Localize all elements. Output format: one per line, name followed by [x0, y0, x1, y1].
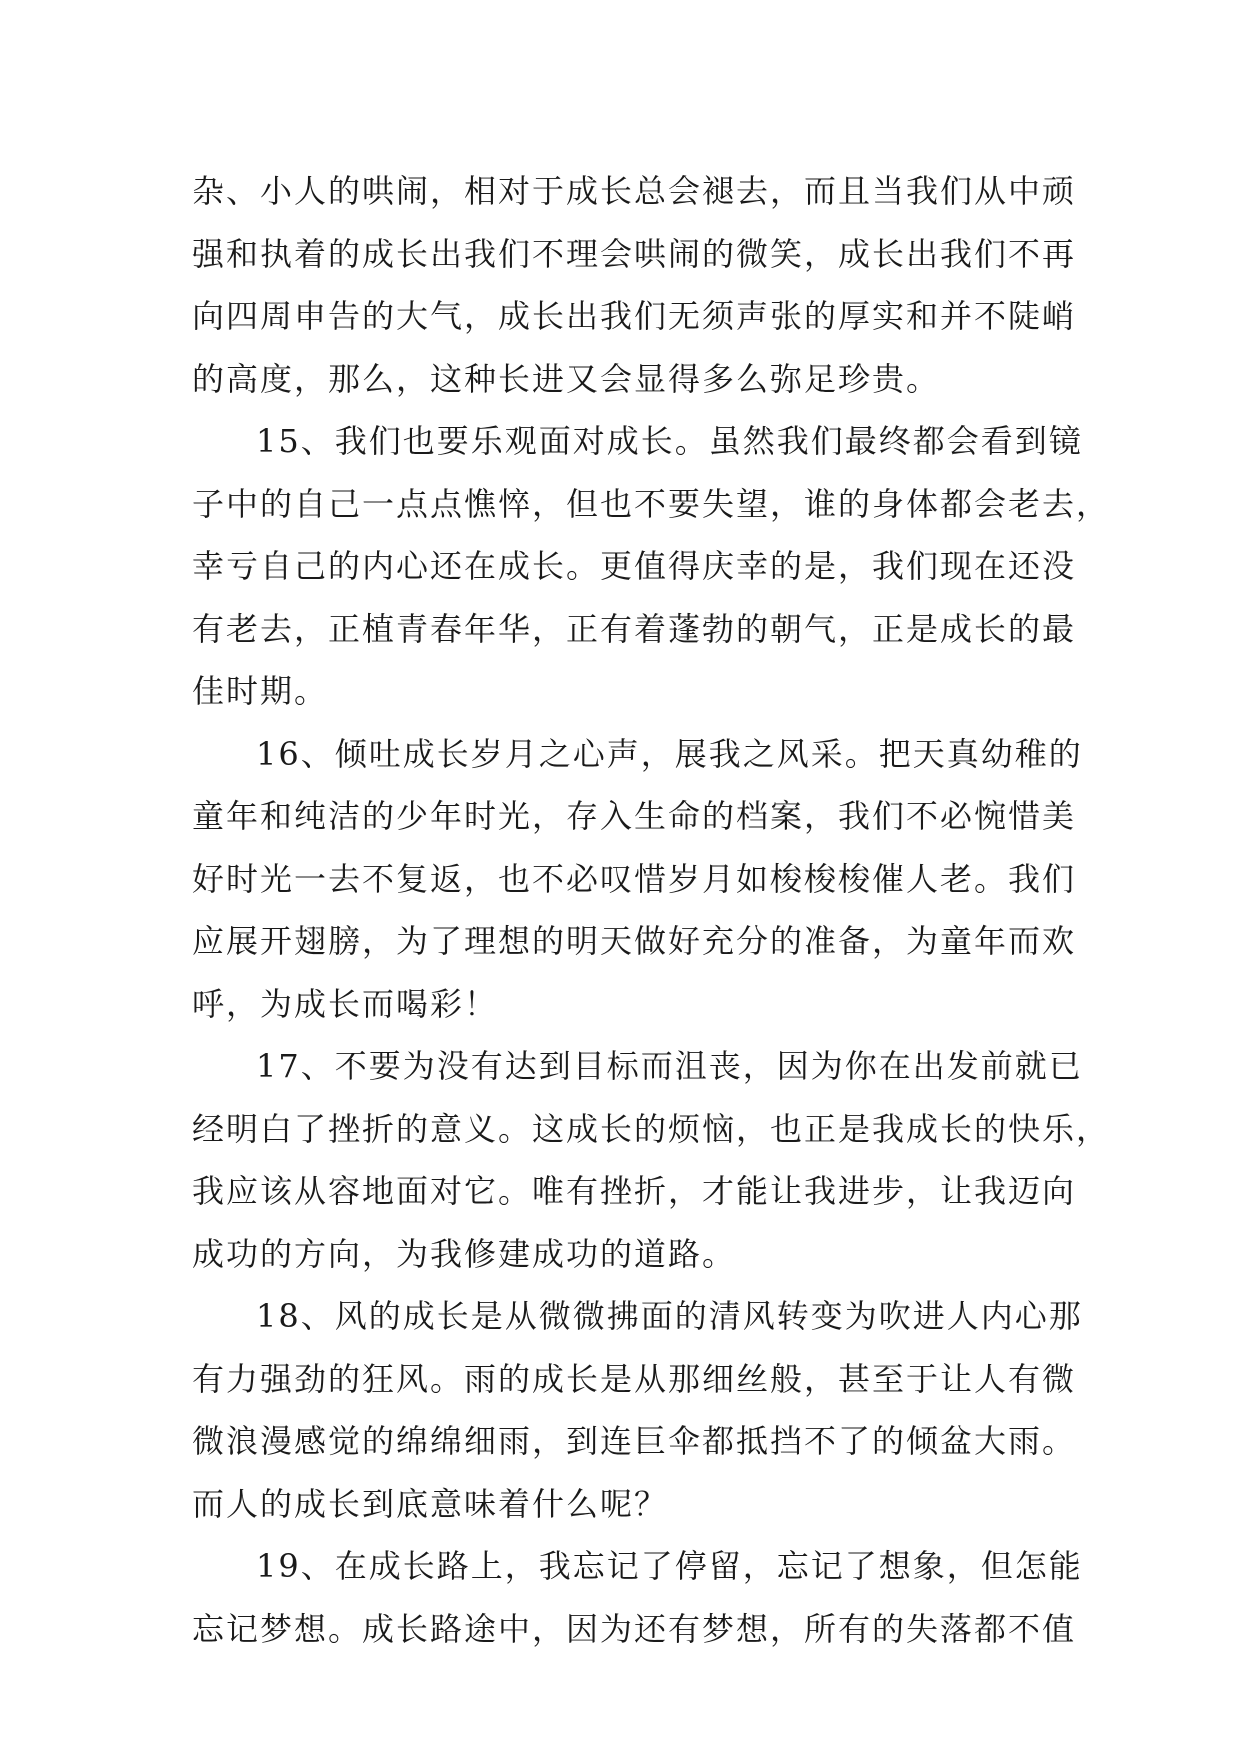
text-line: 忘记梦想。成长路途中，因为还有梦想，所有的失落都不值 — [192, 1609, 1077, 1648]
paragraph-16 — [192, 723, 1083, 1036]
paragraph-17 — [192, 1035, 1111, 1285]
text-line: 19、在成长路上，我忘记了停留，忘记了想象，但怎能 — [256, 1547, 1083, 1585]
text-line: 的高度，那么，这种长进又会显得多么弥足珍贵。 — [192, 359, 941, 398]
text-line: 微浪漫感觉的绵绵细雨，到连巨伞都抵挡不了的倾盆大雨。 — [192, 1422, 1077, 1460]
text-line: 我应该从容地面对它。唯有挫折，才能让我进步，让我迈向 — [192, 1172, 1077, 1210]
text-line: 15、我们也要乐观面对成长。虽然我们最终都会看到镜 — [256, 422, 1083, 460]
document-body — [192, 160, 1111, 1660]
text-line: 幸亏自己的内心还在成长。更值得庆幸的是，我们现在还没 — [192, 547, 1077, 585]
paragraph-18 — [192, 1285, 1083, 1535]
text-line: 子中的自己一点点憔悴，但也不要失望，谁的身体都会老去， — [192, 484, 1111, 523]
paragraph-19 — [192, 1535, 1083, 1660]
text-line: 向四周申告的大气，成长出我们无须声张的厚实和并不陡峭 — [192, 297, 1077, 335]
text-line: 有力强劲的狂风。雨的成长是从那细丝般，甚至于让人有微 — [192, 1359, 1077, 1398]
text-line: 有老去，正植青春年华，正有着蓬勃的朝气，正是成长的最 — [192, 609, 1077, 648]
text-line: 佳时期。 — [192, 672, 329, 710]
text-line: 童年和纯洁的少年时光，存入生命的档案，我们不必惋惜美 — [192, 797, 1077, 835]
text-line: 18、风的成长是从微微拂面的清风转变为吹进人内心那 — [256, 1297, 1083, 1335]
text-line: 强和执着的成长出我们不理会哄闹的微笑，成长出我们不再 — [192, 234, 1077, 273]
text-line: 杂、小人的哄闹，相对于成长总会褪去，而且当我们从中顽 — [192, 172, 1077, 210]
text-line: 成功的方向，为我修建成功的道路。 — [192, 1234, 737, 1273]
text-line: 应展开翅膀，为了理想的明天做好充分的准备，为童年而欢 — [192, 922, 1077, 960]
text-line: 呼，为成长而喝彩！ — [192, 984, 499, 1023]
text-line: 17、不要为没有达到目标而沮丧，因为你在出发前就已 — [256, 1047, 1083, 1085]
text-line: 而人的成长到底意味着什么呢？ — [192, 1484, 669, 1523]
paragraph-15 — [192, 410, 1111, 723]
text-line: 16、倾吐成长岁月之心声，展我之风采。把天真幼稚的 — [256, 734, 1083, 773]
paragraph-continuation — [192, 160, 1077, 410]
text-line: 经明白了挫折的意义。这成长的烦恼，也正是我成长的快乐， — [192, 1109, 1111, 1148]
text-line: 好时光一去不复返，也不必叹惜岁月如梭梭梭催人老。我们 — [192, 859, 1077, 898]
